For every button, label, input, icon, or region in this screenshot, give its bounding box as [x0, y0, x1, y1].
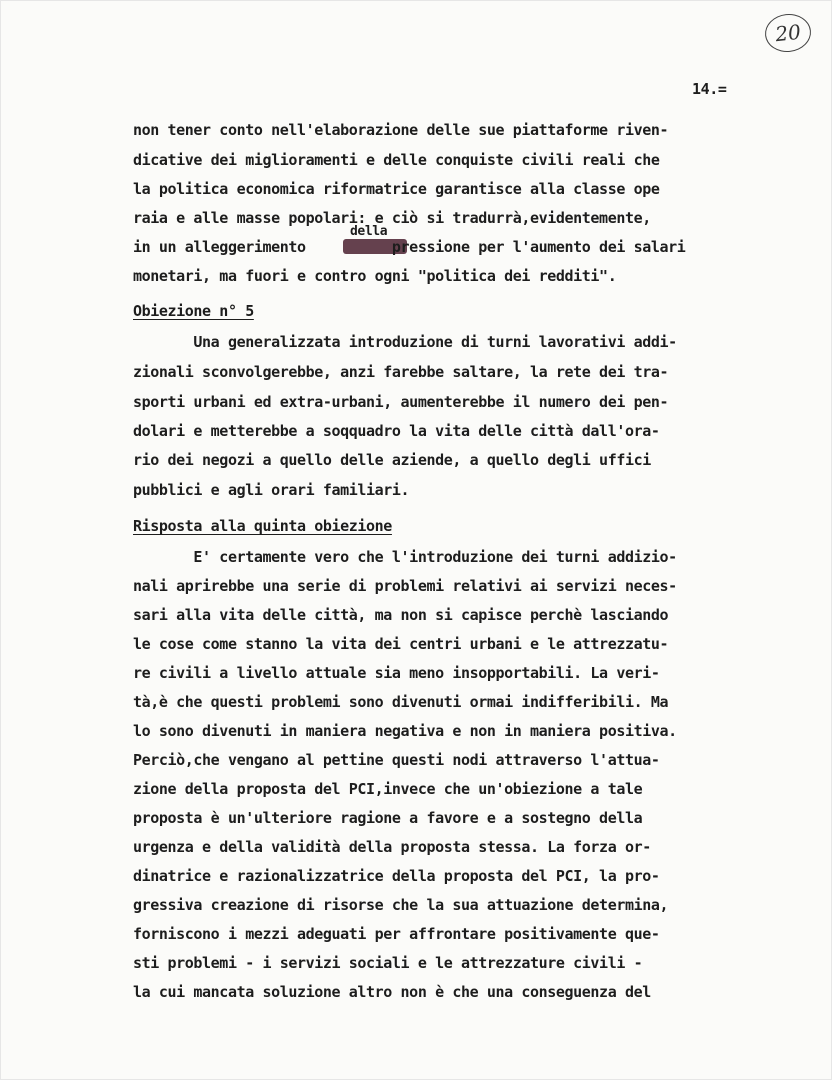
text-line: re civili a livello attuale sia meno insopportabili. La veri-: [133, 664, 660, 682]
text-line: E' certamente vero che l'introduzione dei turni addizio-: [133, 548, 677, 566]
text-line: in un alleggerimento pressione per l'aumento dei salari: [133, 238, 686, 256]
text-line: la politica economica riformatrice garantisce alla classe ope: [133, 180, 660, 198]
text-line: forniscono i mezzi adeguati per affrontare positivamente que-: [133, 925, 660, 943]
page-number: 14.=: [692, 80, 727, 98]
text-line: proposta è un'ulteriore ragione a favore e a sostegno della: [133, 809, 643, 827]
text-line: sti problemi - i servizi sociali e le attrezzature civili -: [133, 954, 643, 972]
text-line: raia e alle masse popolari: e ciò si tradurrà,evidentemente,: [133, 209, 651, 227]
text-line: sari alla vita delle città, ma non si capisce perchè lasciando: [133, 606, 669, 624]
archive-number-stamp: 20: [763, 12, 813, 55]
section-heading: Risposta alla quinta obiezione: [133, 517, 392, 535]
text-line: pubblici e agli orari familiari.: [133, 481, 410, 499]
text-line: zione della proposta del PCI,invece che un'obiezione a tale: [133, 780, 643, 798]
handwritten-insertion: della: [350, 224, 388, 239]
text-line: lo sono divenuti in maniera negativa e non in maniera positiva.: [133, 722, 677, 740]
text-line: sporti urbani ed extra-urbani, aumenterebbe il numero dei pen-: [133, 393, 669, 411]
text-line: urgenza e della validità della proposta stessa. La forza or-: [133, 838, 651, 856]
text-line: monetari, ma fuori e contro ogni "politica dei redditi".: [133, 267, 617, 285]
text-line: zionali sconvolgerebbe, anzi farebbe saltare, la rete dei tra-: [133, 363, 669, 381]
section-heading: Obiezione n° 5: [133, 302, 254, 320]
text-line: non tener conto nell'elaborazione delle sue piattaforme riven-: [133, 121, 669, 139]
text-line: Perciò,che vengano al pettine questi nodi attraverso l'attua-: [133, 751, 660, 769]
text-line: nali aprirebbe una serie di problemi relativi ai servizi neces-: [133, 577, 677, 595]
text-line: gressiva creazione di risorse che la sua attuazione determina,: [133, 896, 669, 914]
text-line: la cui mancata soluzione altro non è che una conseguenza del: [133, 983, 651, 1001]
text-line: dinatrice e razionalizzatrice della proposta del PCI, la pro-: [133, 867, 660, 885]
text-line: le cose come stanno la vita dei centri urbani e le attrezzatu-: [133, 635, 669, 653]
text-line: Una generalizzata introduzione di turni lavorativi addi-: [133, 333, 677, 351]
text-line: dolari e metterebbe a soqquadro la vita delle città dall'ora-: [133, 422, 660, 440]
text-line: dicative dei miglioramenti e delle conquiste civili reali che: [133, 151, 660, 169]
text-line: rio dei negozi a quello delle aziende, a quello degli uffici: [133, 451, 651, 469]
text-line: tà,è che questi problemi sono divenuti ormai indifferibili. Ma: [133, 693, 669, 711]
